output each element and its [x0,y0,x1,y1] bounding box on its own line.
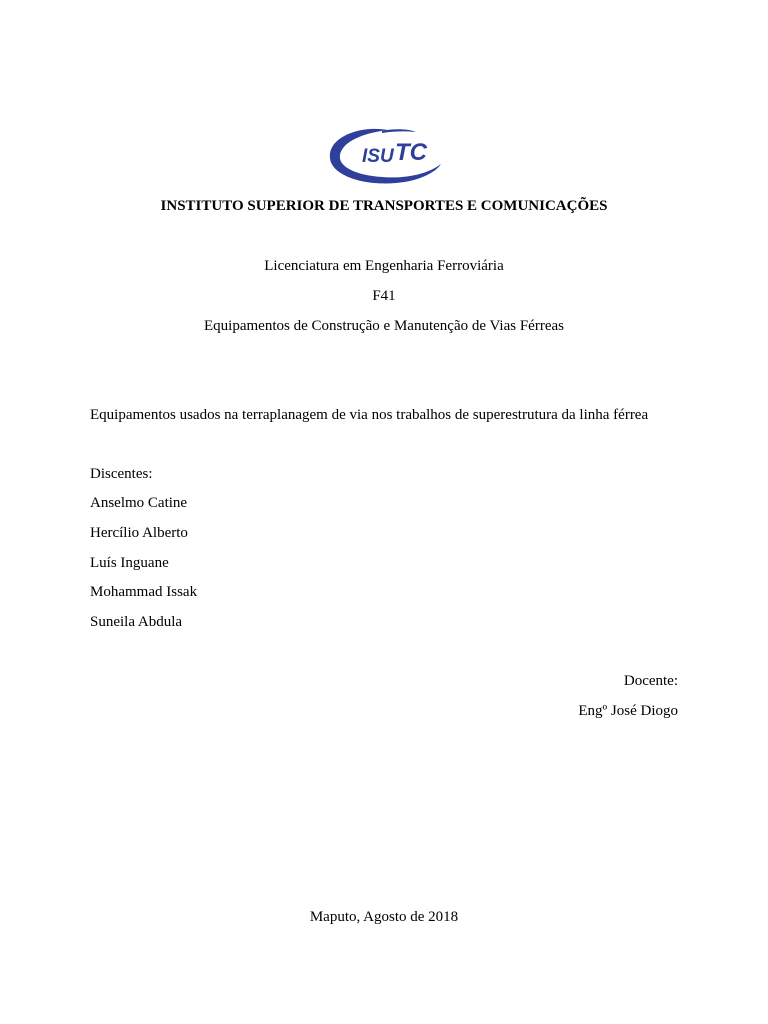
topic-title: Equipamentos usados na terraplanagem de via nos trabalhos de superestrutura da linha férrea [90,407,649,423]
course-title: Licenciatura em Engenharia Ferroviária [264,258,504,274]
teacher-name: Engº José Diogo [578,703,678,719]
isutc-logo-graphic [324,124,444,188]
logo-text-tc: TC [395,139,427,166]
place-date: Maputo, Agosto de 2018 [309,909,459,925]
logo-text-isu: ISU [362,146,394,167]
students-label: Discentes: [90,466,153,482]
student-name: Luís Inguane [90,555,169,571]
student-name: Hercílio Alberto [90,525,188,541]
student-name: Anselmo Catine [90,495,188,511]
subject-title: Equipamentos de Construção e Manutenção de Vias Férreas [204,318,564,334]
student-name: Mohammad Issak [90,584,198,600]
institution-name: INSTITUTO SUPERIOR DE TRANSPORTES E COMUNICAÇÕES [160,198,608,214]
teacher-label: Docente: [623,673,678,689]
student-name: Suneila Abdula [90,614,183,630]
isutc-logo [324,124,444,188]
course-code: F41 [372,288,396,304]
